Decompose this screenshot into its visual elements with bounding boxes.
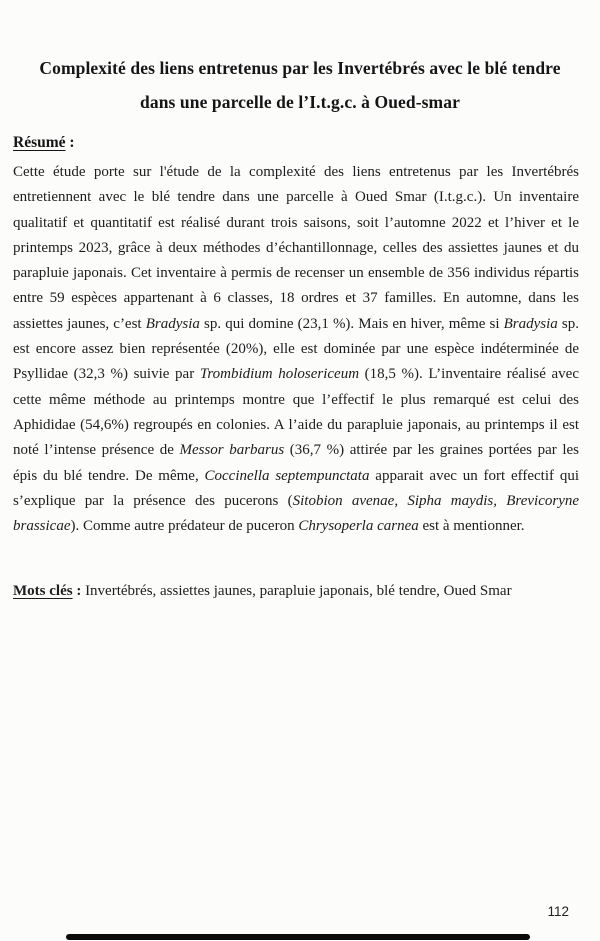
keywords-label: Mots clés — [13, 583, 73, 599]
page-number: 112 — [547, 904, 569, 919]
abstract-text: est à mentionner. — [418, 518, 525, 535]
section-heading-label: Résumé — [13, 134, 66, 151]
species-name-italic: Coccinella septempunctata — [204, 467, 370, 484]
abstract-text: (36,7 %) attirée par les graines portées par les épis du blé tendre. De même, — [13, 442, 579, 484]
abstract-text: sp. est encore assez bien représentée (20%), elle est dominée par une espèce indéterminée de Psyllidae (32,3 %) suivie par — [13, 315, 580, 383]
document-title-line1: Complexité des liens entretenus par les Invertébrés avec le blé tendre — [39, 58, 561, 78]
home-indicator-bar[interactable] — [66, 934, 530, 940]
species-name-italic: Bradysia — [145, 315, 200, 332]
document-title — [0, 52, 600, 119]
abstract-text: ). Comme autre prédateur de puceron — [70, 518, 299, 535]
species-name-italic: Bradysia — [503, 315, 558, 332]
abstract-text: apparait avec un fort effectif qui s’explique par la présence des pucerons ( — [13, 467, 579, 509]
abstract-text: sp. qui domine (23,1 %). Mais en hiver, même si — [199, 315, 504, 332]
abstract-paragraph — [13, 160, 579, 539]
species-name-italic: Messor barbarus — [179, 442, 285, 459]
section-heading-colon: : — [65, 134, 75, 151]
abstract-text: Cette étude porte sur l'étude de la complexité des liens entretenus par les Invertébrés entretiennent avec le blé tendre dans une parcelle à Oued Smar (I.t.g.c.). Un inventaire qualitatif et quantitatif est réalisé durant trois saisons, soit l’automne 2022 et l’hiver et le printemps 2023, grâce à deux méthodes d’échantillonnage, celles des assiettes jaunes et du parapluie japonais. Cet inventaire à permis de recenser un ensemble de 356 individus répartis entre 59 espèces appartenant à 6 classes, 18 ordres et 37 familles. En automne, dans les assiettes jaunes, c’est — [13, 164, 579, 332]
section-heading-resume — [13, 134, 75, 152]
document-title-line2: dans une parcelle de l’I.t.g.c. à Oued-smar — [140, 91, 460, 112]
species-name-italic: Sitobion avenae, Sipha maydis, Brevicoryne brassicae — [13, 492, 580, 535]
keywords-line — [13, 579, 579, 604]
species-name-italic: Chrysoperla carnea — [298, 518, 419, 535]
abstract-text: (18,5 %). L’inventaire réalisé avec cette même méthode au printemps montre que l’effectif le plus remarqué est celui des Aphididae (54,6%) regroupés en colonies. A l’aide du parapluie japonais, au printemps il est noté l’intense présence de — [13, 366, 579, 459]
species-name-italic: Trombidium holosericeum — [199, 366, 360, 383]
keywords-colon: : — [72, 583, 86, 599]
keywords-text: Invertébrés, assiettes jaunes, parapluie japonais, blé tendre, Oued Smar — [85, 583, 512, 599]
